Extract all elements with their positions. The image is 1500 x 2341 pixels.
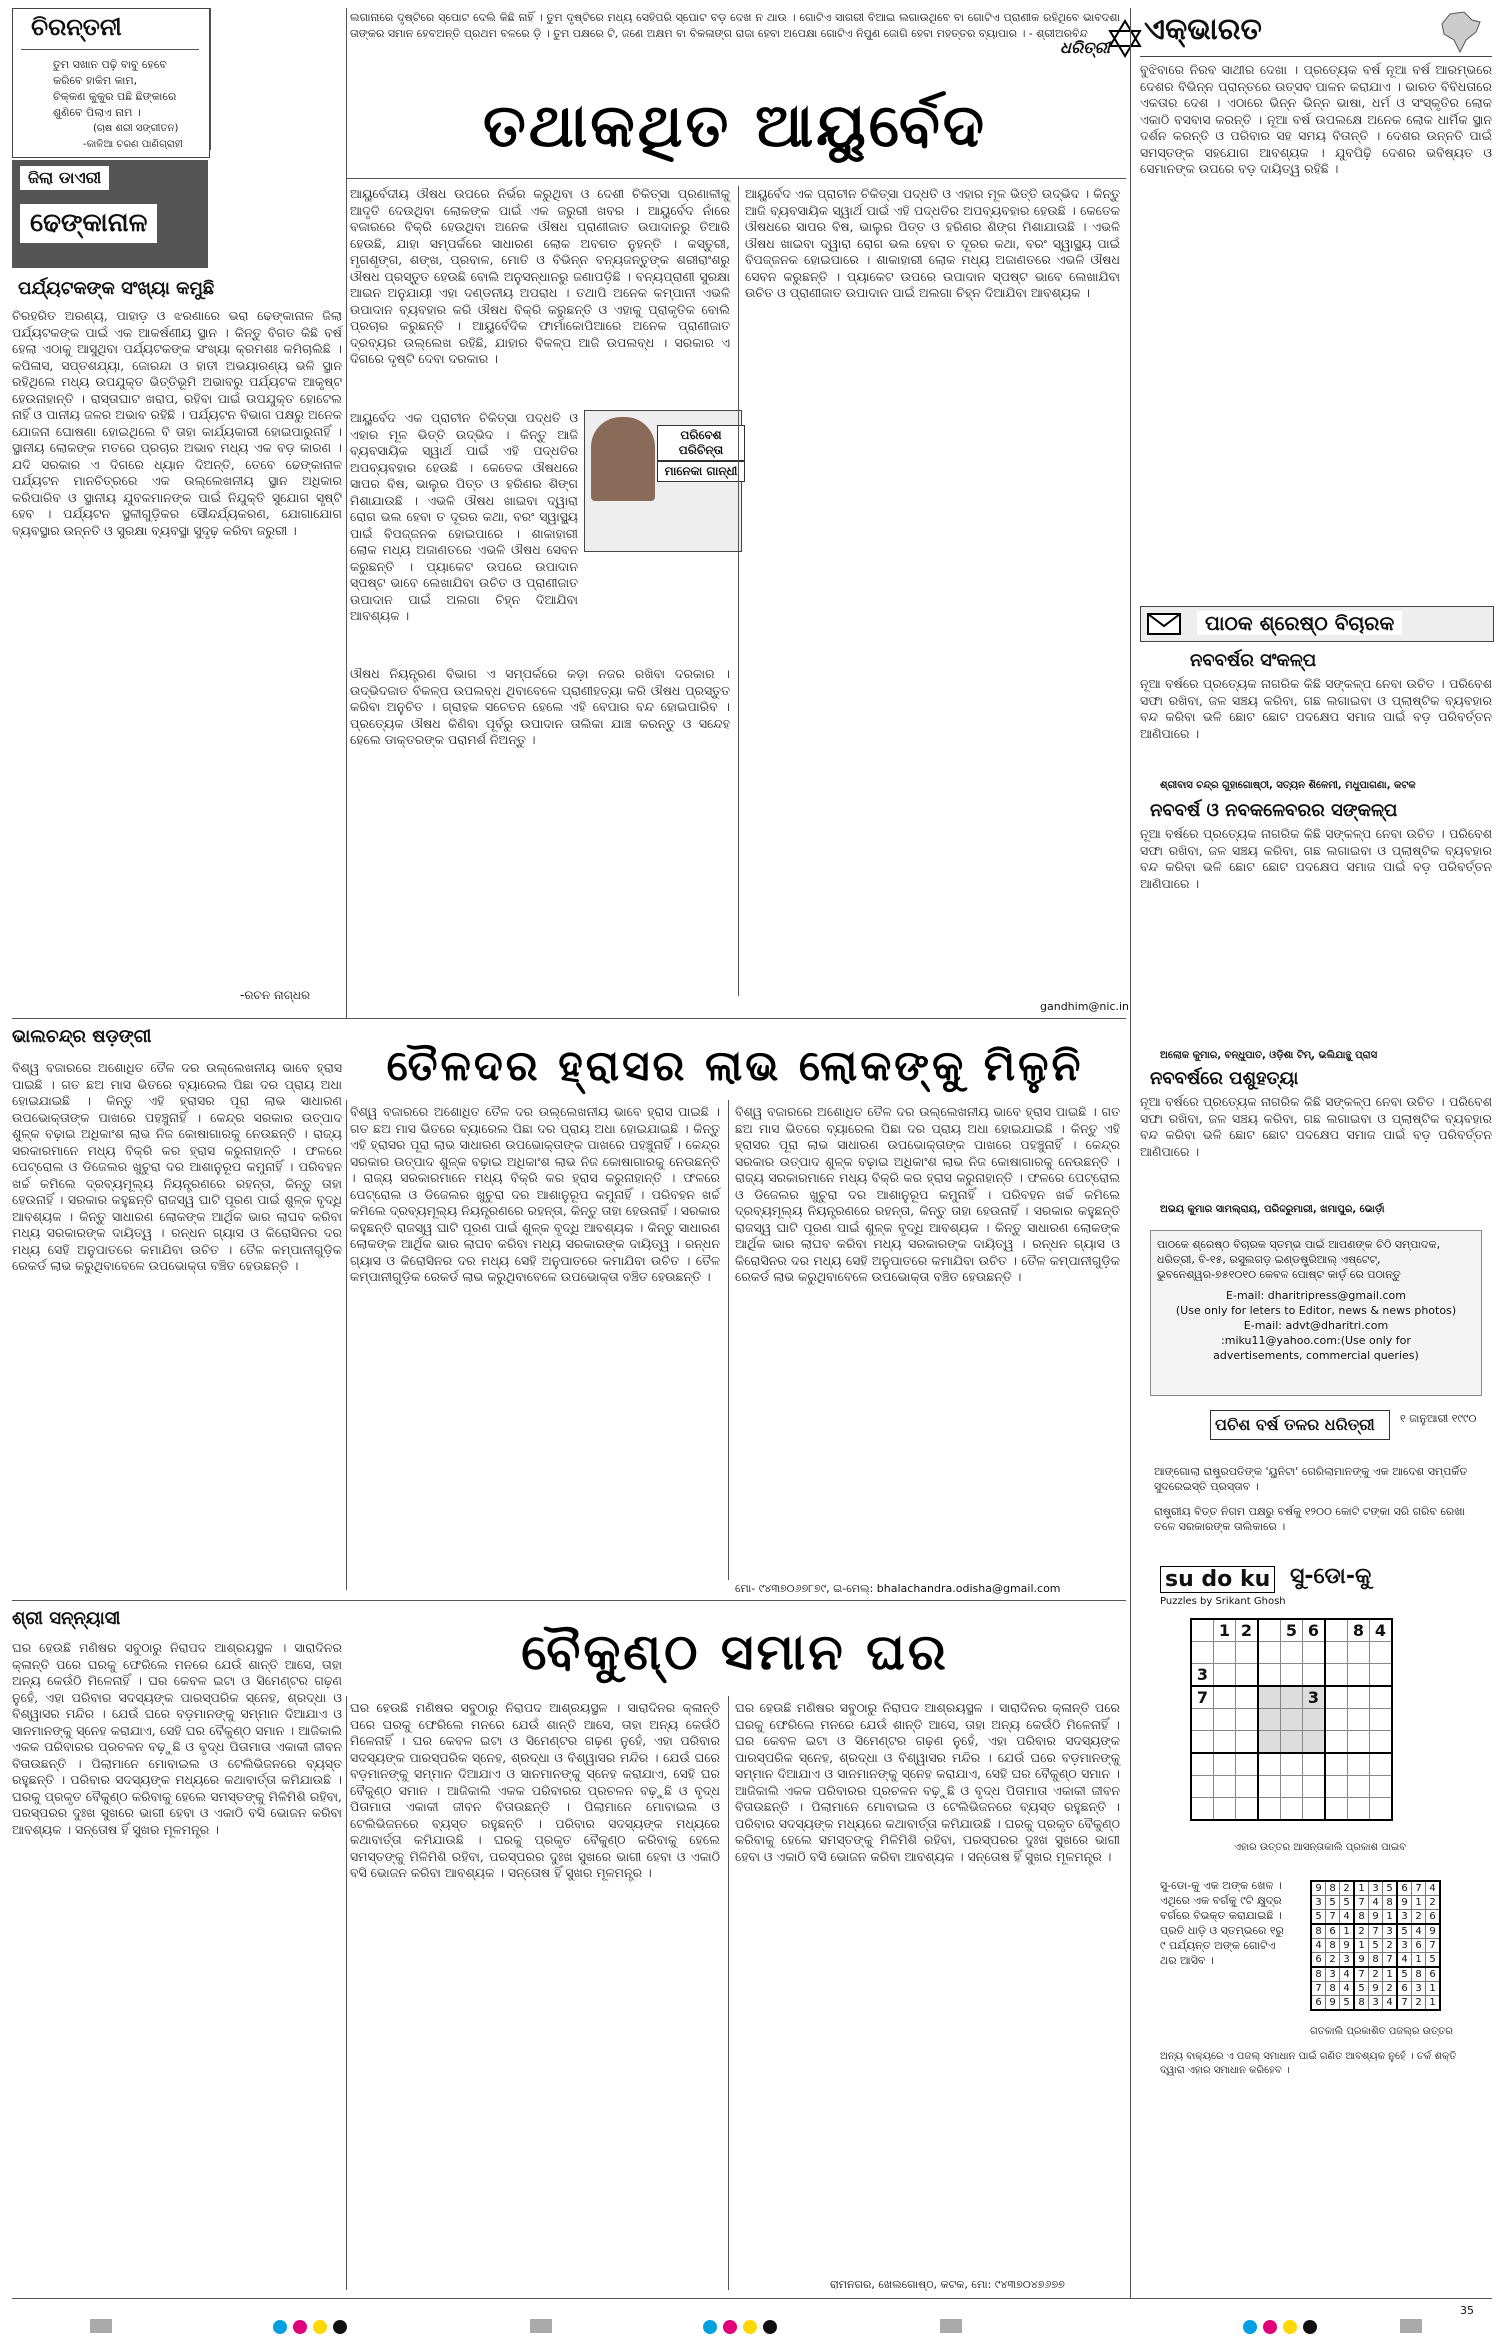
sudoku-cell[interactable]: [1325, 1798, 1348, 1821]
sudoku-cell[interactable]: [1325, 1753, 1348, 1776]
ayurveda-col-1: ଆୟୁର୍ବେଦୀୟ ଔଷଧ ଉପରେ ନିର୍ଭର କରୁଥିବା ଓ ଦେଶୀ ଚିକିତ୍ସା ପ୍ରଣାଳୀକୁ ଆଦୃତି ଦେଉଥିବା ଲୋକଙ୍କ ପାଇଁ ଏକ ଜରୁରୀ ଖବର । ଆୟୁର୍ବେଦ ନାଁରେ ବଜାରରେ ବିକ୍ରି ହେଉଥିବା ଅନେକ ଔଷଧ ପ୍ରାଣୀଜାତ ଉପାଦାନରୁ ତିଆରି ହେଉଛି, ଯାହା ସମ୍ପର୍କରେ ସାଧାରଣ ଲୋକ ଅବଗତ ନୁହନ୍ତି । କସ୍ତୁରୀ, ମୃଗଶୃଙ୍ଗ, ଶଙ୍ଖ, ପ୍ରବାଳ, ମୋତି ଓ ବିଭିନ୍ନ ବନ୍ୟଜନ୍ତୁଙ୍କ ଶରୀରାଂଶରୁ ଔଷଧ ପ୍ରସ୍ତୁତ ହେଉଛି ବୋଲି ଅନୁସନ୍ଧାନରୁ ଜଣାପଡ଼ିଛି । ବନ୍ୟପ୍ରାଣୀ ସୁରକ୍ଷା ଆଇନ ଅନୁଯାୟୀ ଏହା ଦଣ୍ଡନୀୟ ଅପରାଧ । ତଥାପି ଅନେକ କମ୍ପାନୀ ଏଭଳି ଉପାଦାନ ବ୍ୟବହାର କରି ଔଷଧ ବିକ୍ରି କରୁଛନ୍ତି ଓ ଏହାକୁ ପ୍ରାକୃତିକ ବୋଲି ପ୍ରଚାର କରୁଛନ୍ତି । ଆୟୁର୍ବେଦିକ ଫାର୍ମାକୋପିଆରେ ଅନେକ ପ୍ରାଣୀଜାତ ଦ୍ରବ୍ୟର ଉଲ୍ଲେଖ ରହିଛି, ଯାହାର ବିକଳ୍ପ ଆଜି ଉପଲବ୍ଧ । ସରକାର ଏ ଦିଗରେ ଦୃଷ୍ଟି ଦେବା ଦରକାର ।: [350, 186, 734, 366]
sudoku-cell-row: [1191, 1664, 1392, 1687]
chirantani-title: ଚିରନ୍ତନୀ: [31, 13, 122, 41]
sudoku-cell[interactable]: [1258, 1686, 1281, 1709]
columnist-email: gandhim@nic.in: [1040, 1000, 1130, 1013]
district-diary-banner: [12, 160, 208, 268]
sudoku-cell[interactable]: [1214, 1798, 1236, 1821]
solution-cell: 3: [1326, 1967, 1340, 1982]
solution-cell: 6: [1311, 1996, 1326, 2011]
sudoku-cell[interactable]: [1348, 1664, 1370, 1687]
solution-cell: 4: [1412, 1924, 1426, 1939]
home-col-1: ଘର ହେଉଛି ମଣିଷର ସବୁଠାରୁ ନିରାପଦ ଆଶ୍ରୟସ୍ଥଳ । ସାରାଦିନର କ୍ଳାନ୍ତି ପରେ ଘରକୁ ଫେରିଲେ ମନରେ ଯେଉଁ ଶାନ୍ତି ଆସେ, ତାହା ଅନ୍ୟ କେଉଁଠି ମିଳେନାହିଁ । ଘର କେବଳ ଇଟା ଓ ସିମେଣ୍ଟର ଗଢ଼ଣ ନୁହେଁ, ଏହା ପରିବାର ସଦସ୍ୟଙ୍କ ପାରସ୍ପରିକ ସ୍ନେହ, ଶ୍ରଦ୍ଧା ଓ ବିଶ୍ୱାସର ମନ୍ଦିର । ଯେଉଁ ଘରେ ବଡ଼ମାନଙ୍କୁ ସମ୍ମାନ ଦିଆଯାଏ ଓ ସାନମାନଙ୍କୁ ସ୍ନେହ କରାଯାଏ, ସେହି ଘର ବୈକୁଣ୍ଠ ସମାନ । ଆଜିକାଲି ଏକକ ପରିବାରର ପ୍ରଚଳନ ବଢ଼ୁଛି ଓ ବୃଦ୍ଧ ପିତାମାତା ଏକାକୀ ଜୀବନ ବିତାଉଛନ୍ତି । ପିଲାମାନେ ମୋବାଇଲ ଓ ଟେଲିଭିଜନରେ ବ୍ୟସ୍ତ ରହୁଛନ୍ତି । ପରିବାର ସଦସ୍ୟଙ୍କ ମଧ୍ୟରେ କଥାବାର୍ତ୍ତା କମିଯାଉଛି । ଘରକୁ ପ୍ରକୃତ ବୈକୁଣ୍ଠ କରିବାକୁ ହେଲେ ସମସ୍ତଙ୍କୁ ମିଳିମିଶି ରହିବା, ପରସ୍ପରର ଦୁଃଖ ସୁଖରେ ଭାଗୀ ହେବା ଓ ଏକାଠି ବସି ଭୋଜନ କରିବା ଆବଶ୍ୟକ । ସନ୍ତୋଷ ହିଁ ସୁଖର ମୂଳମନ୍ତ୍ର ।: [12, 1640, 346, 1837]
solution-cell: 1: [1340, 1924, 1355, 1939]
solution-cell: 3: [1369, 1996, 1383, 2011]
history-date: ୧ ଜାନୁଆରୀ ୧୯୯୦: [1400, 1412, 1477, 1425]
solution-cell: 8: [1369, 1953, 1383, 1968]
sudoku-cell[interactable]: 5: [1281, 1619, 1303, 1642]
solution-cell: 1: [1383, 1910, 1398, 1925]
solution-cell: 9: [1369, 1910, 1383, 1925]
solution-cell: 8: [1412, 1967, 1426, 1982]
district-article-body: ଚିରହରିତ ଅରଣ୍ୟ, ପାହାଡ଼ ଓ ଝରଣାରେ ଭରା ଢେଙ୍କାନାଳ ଜିଲା ପର୍ଯ୍ୟଟକଙ୍କ ପାଇଁ ଏକ ଆକର୍ଷଣୀୟ ସ୍ଥାନ । କିନ୍ତୁ ବିଗତ କିଛି ବର୍ଷ ହେଲା ଏଠାକୁ ଆସୁଥିବା ପର୍ଯ୍ୟଟକଙ୍କ ସଂଖ୍ୟା କ୍ରମଶଃ କମିଚାଲିଛି । କପିଳାସ, ସପ୍ତଶଯ୍ୟା, ଜୋରନ୍ଦା ଓ ହାତୀ ଅଭୟାରଣ୍ୟ ଭଳି ସ୍ଥାନ ରହିଥିଲେ ମଧ୍ୟ ଉପଯୁକ୍ତ ଭିତ୍ତିଭୂମି ଅଭାବରୁ ପର୍ଯ୍ୟଟକ ଆକୃଷ୍ଟ ହେଉନାହାନ୍ତି । ରାସ୍ତାଘାଟ ଖରାପ, ରହିବା ପାଇଁ ଉପଯୁକ୍ତ ହୋଟେଲ ନାହିଁ ଓ ପାନୀୟ ଜଳର ଅଭାବ ରହିଛି । ପର୍ଯ୍ୟଟନ ବିଭାଗ ପକ୍ଷରୁ ଅନେକ ଯୋଜନା ଘୋଷଣା ହୋଇଥିଲେ ବି ତାହା କାର୍ଯ୍ୟକାରୀ ହୋଇପାରୁନାହିଁ । ସ୍ଥାନୀୟ ଲୋକଙ୍କ ମତରେ ପ୍ରଚାର ଅଭାବ ମଧ୍ୟ ଏକ ବଡ଼ କାରଣ । ଯଦି ସରକାର ଏ ଦିଗରେ ଧ୍ୟାନ ଦିଅନ୍ତି, ତେବେ ଢେଙ୍କାନାଳ ପର୍ଯ୍ୟଟନ ମାନଚିତ୍ରରେ ଏକ ଉଲ୍ଲେଖନୀୟ ସ୍ଥାନ ଅଧିକାର କରିପାରିବ ଓ ସ୍ଥାନୀୟ ଯୁବକମାନଙ୍କ ପାଇଁ ନିଯୁକ୍ତି ସୁଯୋଗ ସୃଷ୍ଟି ହେବ । ପର୍ଯ୍ୟଟନ ସ୍ଥଳୀଗୁଡ଼ିକର ସୌନ୍ଦର୍ଯ୍ୟକରଣ, ଯୋଗାଯୋଗ ବ୍ୟବସ୍ଥାର ଉନ୍ନତି ଓ ସୁରକ୍ଷା ବ୍ୟବସ୍ଥା ସୁଦୃଢ଼ କରିବା ଜରୁରୀ ।: [12, 308, 346, 538]
sudoku-cell[interactable]: [1281, 1709, 1303, 1731]
sudoku-grid[interactable]: [1190, 1618, 1393, 1821]
sudoku-cell[interactable]: [1303, 1709, 1326, 1731]
solution-cell: 6: [1426, 1910, 1441, 1925]
solution-cell: 8: [1326, 1982, 1340, 1996]
oil-author: ଭାଲଚନ୍ଦ୍ର ଷଡ଼ଙ୍ଗୀ: [12, 1026, 152, 1047]
solution-cell: 7: [1354, 1967, 1369, 1982]
oil-contact: [735, 1582, 1061, 1596]
sudoku-cell[interactable]: [1236, 1686, 1259, 1709]
sudoku-cell-row: [1191, 1753, 1392, 1776]
solution-cell: 4: [1369, 1896, 1383, 1910]
sudoku-cell[interactable]: [1258, 1619, 1281, 1642]
solution-cell: 3: [1369, 1881, 1383, 1896]
contact-email[interactable]: E-mail: dharitripress@gmail.com: [1226, 1289, 1406, 1302]
solution-cell: 3: [1383, 1924, 1398, 1939]
sudoku-cell[interactable]: [1370, 1642, 1393, 1664]
solution-cell: 7: [1311, 1982, 1326, 1996]
top-quote: ଲଗାନାରେ ଦୃଷ୍ଟିରେ ସ୍ପୋଟ ଦେଲି କିଛି ନାହିଁ । ତୁମ ଦୃଷ୍ଟିରେ ମଧ୍ୟ ସେହିପରି ସ୍ପୋଟ ବଡ଼ ଦେଖ ନ ଥାଉ । ଗୋଟିଏ ସାଗରୀ ବିଆଇ ଲଗାଉଥିବେ ବା ଗୋଟିଏ ପ୍ରାଣୀକ ରହିଥିବେ ଭାବଦଶା ତାଙ୍କର ସମାନ ହେବଅନ୍ତି ପ୍ରଥମ ବଳରେ ଡ଼ି । ତୁମ ପକ୍ଷରେ ଟି, ଜଣେ ଅକ୍ଷମ ବା ବିକଳାଙ୍ଗ ରାଜା ହେବା ଅପେକ୍ଷା ଗୋଟିଏ ନିପୁଣ ଜୋଗି ହେବା ମହତ୍ତର ବ୍ୟାପାର । - ଶ୍ରୀଅରବିନ୍ଦ: [350, 11, 1120, 40]
letter1-body: ନୂଆ ବର୍ଷରେ ପ୍ରତ୍ୟେକ ନାଗରିକ କିଛି ସଙ୍କଳ୍ପ ନେବା ଉଚିତ । ପରିବେଶ ସଫା ରଖିବା, ଜଳ ସଞ୍ଚୟ କରିବା, ଗଛ ଲଗାଇବା ଓ ପ୍ଲାଷ୍ଟିକ ବ୍ୟବହାର ବନ୍ଦ କରିବା ଭଳି ଛୋଟ ଛୋଟ ପଦକ୍ଷେପ ସମାଜ ପାଇଁ ବଡ଼ ପରିବର୍ତ୍ତନ ଆଣିପାରେ ।: [1140, 676, 1496, 741]
sudoku-cell[interactable]: [1281, 1798, 1303, 1821]
solution-cell-row: [1311, 1910, 1440, 1925]
cyan-dot: [703, 2320, 717, 2334]
sudoku-cell[interactable]: [1214, 1709, 1236, 1731]
sudoku-cell[interactable]: [1348, 1709, 1370, 1731]
history-label: ପଚିଶ ବର୍ଷ ତଳର ଧରିତ୍ରୀ: [1210, 1410, 1390, 1440]
oil-col-2: ବିଶ୍ୱ ବଜାରରେ ଅଶୋଧିତ ତୈଳ ଦର ଉଲ୍ଲେଖନୀୟ ଭାବେ ହ୍ରାସ ପାଇଛି । ଗତ ଛଅ ମାସ ଭିତରେ ବ୍ୟାରେଲ ପିଛା ଦର ପ୍ରାୟ ଅଧା ହୋଇଯାଇଛି । କିନ୍ତୁ ଏହି ହ୍ରାସର ପୂରା ଲାଭ ସାଧାରଣ ଉପଭୋକ୍ତାଙ୍କ ପାଖରେ ପହଞ୍ଚୁନାହିଁ । କେନ୍ଦ୍ର ସରକାର ଉତ୍ପାଦ ଶୁଳ୍କ ବଢ଼ାଇ ଅଧିକାଂଶ ଲାଭ ନିଜ କୋଷାଗାରକୁ ନେଉଛନ୍ତି । ରାଜ୍ୟ ସରକାରମାନେ ମଧ୍ୟ ବିକ୍ରି କର ହ୍ରାସ କରୁନାହାନ୍ତି । ଫଳରେ ପେଟ୍ରୋଲ ଓ ଡିଜେଲର ଖୁଚୁରା ଦର ଆଶାନୁରୂପ କମୁନାହିଁ । ପରିବହନ ଖର୍ଚ୍ଚ କମିଲେ ଦ୍ରବ୍ୟମୂଲ୍ୟ ନିୟନ୍ତ୍ରଣରେ ରହନ୍ତା, କିନ୍ତୁ ତାହା ହେଉନାହିଁ । ସରକାର କହୁଛନ୍ତି ରାଜସ୍ୱ ଘାଟି ପୂରଣ ପାଇଁ ଶୁଳ୍କ ବୃଦ୍ଧି ଆବଶ୍ୟକ । କିନ୍ତୁ ସାଧାରଣ ଲୋକଙ୍କ ଆର୍ଥିକ ଭାର ଲାଘବ କରିବା ମଧ୍ୟ ସରକାରଙ୍କ ଦାୟିତ୍ୱ । ରନ୍ଧନ ଗ୍ୟାସ ଓ କିରୋସିନର ଦର ମଧ୍ୟ ସେହି ଅନୁପାତରେ କମାଯିବା ଉଚିତ । ତୈଳ କମ୍ପାନୀଗୁଡ଼ିକ ରେକର୍ଡ ଲାଭ କରୁଥିବାବେଳେ ଉପଭୋକ୍ତା ବଞ୍ଚିତ ହେଉଛନ୍ତି ।: [350, 1104, 724, 1284]
solution-cell: 5: [1426, 1953, 1441, 1968]
columnist-label: ପରିବେଶ ପରିଚିନ୍ତା: [657, 425, 745, 461]
home-headline: ବୈକୁଣ୍ଠ ସମାନ ଘର: [521, 1623, 949, 1681]
ekshabharat-header: [1140, 8, 1492, 57]
history-item-2: ରାଷ୍ଟ୍ରୀୟ ବିତ୍ତ ନିଗମ ପକ୍ଷରୁ ବର୍ଷକୁ ୧୨୦୦ କୋଟି ଟଙ୍କା ସରି ଗରିବ ରେଖା ତଳେ ସରକାରଙ୍କ ତାଲିକାରେ ।: [1154, 1505, 1465, 1533]
sudoku-cell[interactable]: [1303, 1731, 1326, 1754]
solution-cell: 8: [1326, 1939, 1340, 1953]
ayurveda-col-1b: ଆୟୁର୍ବେଦ ଏକ ପ୍ରାଚୀନ ଚିକିତ୍ସା ପଦ୍ଧତି ଓ ଏହାର ମୂଳ ଭିତ୍ତି ଉଦ୍ଭିଦ । କିନ୍ତୁ ଆଜି ବ୍ୟବସାୟିକ ସ୍ୱାର୍ଥ ପାଇଁ ଏହି ପଦ୍ଧତିର ଅପବ୍ୟବହାର ହେଉଛି । କେତେକ ଔଷଧରେ ସାପର ବିଷ, ଭାଲୁର ପିତ୍ତ ଓ ହରିଣର ଶିଙ୍ଗ ମିଶାଯାଉଛି । ଏଭଳି ଔଷଧ ଖାଇବା ଦ୍ୱାରା ରୋଗ ଭଲ ହେବା ତ ଦୂରର କଥା, ବରଂ ସ୍ୱାସ୍ଥ୍ୟ ପାଇଁ ବିପଜ୍ଜନକ ହୋଇପାରେ । ଶାକାହାରୀ ଲୋକ ମଧ୍ୟ ଅଜାଣତରେ ଏଭଳି ଔଷଧ ସେବନ କରୁଛନ୍ତି । ପ୍ୟାକେଟ ଉପରେ ଉପାଦାନ ସ୍ପଷ୍ଟ ଭାବେ ଲେଖାଯିବା ଉଚିତ ଓ ପ୍ରାଣୀଜାତ ଉପାଦାନ ପାଇଁ ଅଲଗା ଚିହ୍ନ ଦିଆଯିବା ଆବଶ୍ୟକ ।: [350, 410, 582, 623]
solution-cell: 5: [1397, 1924, 1412, 1939]
sudoku-cell[interactable]: [1370, 1686, 1393, 1709]
oil-col-3: ବିଶ୍ୱ ବଜାରରେ ଅଶୋଧିତ ତୈଳ ଦର ଉଲ୍ଲେଖନୀୟ ଭାବେ ହ୍ରାସ ପାଇଛି । ଗତ ଛଅ ମାସ ଭିତରେ ବ୍ୟାରେଲ ପିଛା ଦର ପ୍ରାୟ ଅଧା ହୋଇଯାଇଛି । କିନ୍ତୁ ଏହି ହ୍ରାସର ପୂରା ଲାଭ ସାଧାରଣ ଉପଭୋକ୍ତାଙ୍କ ପାଖରେ ପହଞ୍ଚୁନାହିଁ । କେନ୍ଦ୍ର ସରକାର ଉତ୍ପାଦ ଶୁଳ୍କ ବଢ଼ାଇ ଅଧିକାଂଶ ଲାଭ ନିଜ କୋଷାଗାରକୁ ନେଉଛନ୍ତି । ରାଜ୍ୟ ସରକାରମାନେ ମଧ୍ୟ ବିକ୍ରି କର ହ୍ରାସ କରୁନାହାନ୍ତି । ଫଳରେ ପେଟ୍ରୋଲ ଓ ଡିଜେଲର ଖୁଚୁରା ଦର ଆଶାନୁରୂପ କମୁନାହିଁ । ପରିବହନ ଖର୍ଚ୍ଚ କମିଲେ ଦ୍ରବ୍ୟମୂଲ୍ୟ ନିୟନ୍ତ୍ରଣରେ ରହନ୍ତା, କିନ୍ତୁ ତାହା ହେଉନାହିଁ । ସରକାର କହୁଛନ୍ତି ରାଜସ୍ୱ ଘାଟି ପୂରଣ ପାଇଁ ଶୁଳ୍କ ବୃଦ୍ଧି ଆବଶ୍ୟକ । କିନ୍ତୁ ସାଧାରଣ ଲୋକଙ୍କ ଆର୍ଥିକ ଭାର ଲାଘବ କରିବା ମଧ୍ୟ ସରକାରଙ୍କ ଦାୟିତ୍ୱ । ରନ୍ଧନ ଗ୍ୟାସ ଓ କିରୋସିନର ଦର ମଧ୍ୟ ସେହି ଅନୁପାତରେ କମାଯିବା ଉଚିତ । ତୈଳ କମ୍ପାନୀଗୁଡ଼ିକ ରେକର୍ଡ ଲାଭ କରୁଥିବାବେଳେ ଉପଭୋକ୍ତା ବଞ୍ଚିତ ହେଉଛନ୍ତି ।: [735, 1104, 1124, 1284]
solution-cell: 2: [1412, 1996, 1426, 2011]
yellow-dot: [313, 2320, 327, 2334]
sudoku-cell[interactable]: 8: [1348, 1619, 1370, 1642]
solution-cell: 2: [1383, 1939, 1398, 1953]
sudoku-cell[interactable]: [1303, 1776, 1326, 1798]
sudoku-cell[interactable]: [1370, 1798, 1393, 1821]
sudoku-cell[interactable]: [1258, 1731, 1281, 1754]
solution-cell: 7: [1412, 1881, 1426, 1896]
home-byline: ରାମନଗର, ଖେଲଗୋଷ୍ଠ, କଟକ, ମୋ: ୯୪୩୭୦୪୭୬୭୭: [830, 2278, 1065, 2291]
solution-cell: 7: [1426, 1939, 1441, 1953]
solution-cell: 4: [1397, 1953, 1412, 1968]
district-headline: ପର୍ଯ୍ୟଟକଙ୍କ ସଂଖ୍ୟା କମୁଛି: [18, 278, 215, 299]
sudoku-cell[interactable]: [1258, 1798, 1281, 1821]
sudoku-cell[interactable]: [1191, 1798, 1214, 1821]
sudoku-solution-grid: [1310, 1880, 1441, 2011]
sudoku-cell[interactable]: [1214, 1731, 1236, 1754]
district-diary-kicker: ଜିଲା ଡାଏରୀ: [20, 166, 109, 190]
letter2-body: ନୂଆ ବର୍ଷରେ ପ୍ରତ୍ୟେକ ନାଗରିକ କିଛି ସଙ୍କଳ୍ପ ନେବା ଉଚିତ । ପରିବେଶ ସଫା ରଖିବା, ଜଳ ସଞ୍ଚୟ କରିବା, ଗଛ ଲଗାଇବା ଓ ପ୍ଲାଷ୍ଟିକ ବ୍ୟବହାର ବନ୍ଦ କରିବା ଭଳି ଛୋଟ ଛୋଟ ପଦକ୍ଷେପ ସମାଜ ପାଇଁ ବଡ଼ ପରିବର୍ତ୍ତନ ଆଣିପାରେ ।: [1140, 826, 1496, 891]
oil-contact-email: bhalachandra.odisha@gmail.com: [876, 1582, 1061, 1595]
envelope-icon: [1147, 611, 1181, 637]
sudoku-cell[interactable]: [1236, 1776, 1259, 1798]
solution-cell: 1: [1412, 1953, 1426, 1968]
sudoku-cell[interactable]: [1214, 1686, 1236, 1709]
solution-cell: 3: [1340, 1953, 1355, 1968]
solution-cell: 1: [1354, 1881, 1369, 1896]
sudoku-cell-row: [1191, 1776, 1392, 1798]
solution-cell-row: [1311, 1939, 1440, 1953]
solution-cell: 4: [1340, 1967, 1355, 1982]
yellow-dot: [1283, 2320, 1297, 2334]
chirantani-box: [12, 8, 210, 158]
solution-cell: 7: [1326, 1910, 1340, 1925]
sudoku-cell[interactable]: [1281, 1731, 1303, 1754]
sudoku-cell[interactable]: [1258, 1642, 1281, 1664]
solution-cell: 1: [1426, 1996, 1441, 2011]
solution-cell: 6: [1326, 1924, 1340, 1939]
sudoku-cell[interactable]: [1281, 1753, 1303, 1776]
solution-cell: 5: [1397, 1967, 1412, 1982]
letter1-title: ନବବର୍ଷର ସଂକଳ୍ପ: [1190, 650, 1317, 671]
solution-cell-row: [1311, 1996, 1440, 2011]
sudoku-cell[interactable]: 7: [1191, 1686, 1214, 1709]
sudoku-cell[interactable]: [1236, 1753, 1259, 1776]
sudoku-footer: ଅନ୍ୟ ବାକ୍ୟରେ ଏ ପଜଲ୍ ସମାଧାନ ପାଇଁ ଗଣିତ ଆବଶ୍ୟକ ନୁହେଁ । ତର୍କ ଶକ୍ତି ଦ୍ୱାରା ଏହାର ସମାଧାନ କରିହେବ ।: [1160, 2051, 1457, 2076]
sudoku-cell[interactable]: [1191, 1731, 1214, 1754]
sudoku-cell[interactable]: 6: [1303, 1619, 1326, 1642]
solution-cell: 8: [1354, 1996, 1369, 2011]
solution-cell: 1: [1412, 1896, 1426, 1910]
sudoku-cell[interactable]: [1258, 1709, 1281, 1731]
oil-contact-label: ମୋ- ୯୪୩୭୦୬୭୮୭୯, ଇ-ମେଲ୍:: [735, 1582, 874, 1595]
letter3-sign: ଅଭୟ କୁମାର ସାମଲ୍ରାୟ, ପରିଦ୍ଦରୁମାରୀ, ଖମାପୁର, ଭୋର୍ଡ଼ା: [1160, 1204, 1385, 1215]
sudoku-cell[interactable]: [1303, 1642, 1326, 1664]
solution-cell: 2: [1326, 1953, 1340, 1968]
ekshabharat-title: ଏକ୍‌ଭାରତ: [1144, 12, 1262, 47]
sudoku-cell[interactable]: [1191, 1642, 1214, 1664]
sudoku-cell[interactable]: [1236, 1709, 1259, 1731]
chirantani-poem: ତୁମ ସଖାନ ପଢ଼ି ବାବୁ ହେବେ କରିବେ ହାକିମ କାମ, ଚିକ୍କଣ କୁକୁର ପଛି ଛିଙ୍କାରେ ଶୁଣିବେ ପିଲାଏ ନାମ ।: [53, 58, 177, 119]
color-dots-3: [1240, 2319, 1320, 2338]
yellow-dot: [743, 2320, 757, 2334]
solution-cell: 6: [1311, 1953, 1326, 1968]
letter1-sign: ଶ୍ରୀବାସ ଚନ୍ଦ୍ର ଗୁହାଗୋଷ୍ଠୀ, ସତ୍ୟନ ଶିଳେମୀ, ମଧୁପାଗଣା, କଟକ: [1160, 780, 1416, 791]
sudoku-cell-row: [1191, 1798, 1392, 1821]
solution-cell: 2: [1369, 1967, 1383, 1982]
solution-cell: 2: [1412, 1910, 1426, 1925]
solution-cell: 7: [1383, 1953, 1398, 1968]
solution-cell: 1: [1426, 1982, 1441, 1996]
readers-banner: [1140, 606, 1494, 642]
magenta-dot: [293, 2320, 307, 2334]
grey-bar-marker: [1400, 2319, 1422, 2333]
solution-cell: 1: [1354, 1939, 1369, 1953]
sudoku-cell-row: [1191, 1619, 1392, 1642]
solution-cell: 8: [1354, 1910, 1369, 1925]
sudoku-cell[interactable]: [1348, 1731, 1370, 1754]
sudoku-cell-row: [1191, 1642, 1392, 1664]
district-byline: -ରଚନ ନାଗ୍ଧର: [240, 988, 311, 1002]
solution-cell: 2: [1340, 1881, 1355, 1896]
solution-cell: 9: [1340, 1939, 1355, 1953]
sudoku-cell[interactable]: [1348, 1753, 1370, 1776]
chirantani-author: -କାଳିଆ ଚରଣ ପାଣିଗ୍ରାହୀ: [83, 139, 183, 150]
sudoku-answer-label: ଏହାର ଉତ୍ତର ଆସନ୍ତାକାଲି ପ୍ରକାଶ ପାଇବ: [1233, 1842, 1407, 1853]
black-dot: [763, 2320, 777, 2334]
solution-cell: 2: [1383, 1982, 1398, 1996]
history-box: [1140, 1402, 1492, 1542]
sudoku-cell[interactable]: [1348, 1642, 1370, 1664]
solution-cell: 5: [1311, 1910, 1326, 1925]
contact-email-note: (Use only for leters to Editor, news & news photos): [1175, 1304, 1457, 1317]
sudoku-title-en: su do ku: [1160, 1566, 1275, 1593]
sudoku-cell[interactable]: 1: [1214, 1619, 1236, 1642]
ayurveda-col-1c: ଔଷଧ ନିୟନ୍ତ୍ରଣ ବିଭାଗ ଏ ସମ୍ପର୍କରେ କଡ଼ା ନଜର ରଖିବା ଦରକାର । ଉଦ୍ଭିଦଜାତ ବିକଳ୍ପ ଉପଲବ୍ଧ ଥିବାବେଳେ ପ୍ରାଣୀହତ୍ୟା କରି ଔଷଧ ପ୍ରସ୍ତୁତ କରିବା ଅନୁଚିତ । ଗ୍ରାହକ ସଚେତନ ହେଲେ ଏହି ବେପାର ବନ୍ଦ ହୋଇପାରିବ । ପ୍ରତ୍ୟେକ ଔଷଧ କିଣିବା ପୂର୍ବରୁ ଉପାଦାନ ତାଲିକା ଯାଞ୍ଚ କରନ୍ତୁ ଓ ସନ୍ଦେହ ହେଲେ ଡାକ୍ତରଙ୍କ ପରାମର୍ଶ ନିଅନ୍ତୁ ।: [350, 666, 734, 747]
sudoku-cell[interactable]: [1191, 1753, 1214, 1776]
sudoku-cell[interactable]: [1348, 1776, 1370, 1798]
sudoku-cell[interactable]: [1348, 1686, 1370, 1709]
sudoku-cell[interactable]: [1258, 1753, 1281, 1776]
sudoku-cell[interactable]: [1281, 1642, 1303, 1664]
solution-cell: 3: [1397, 1910, 1412, 1925]
solution-cell: 8: [1383, 1896, 1398, 1910]
sudoku-cell[interactable]: [1370, 1664, 1393, 1687]
sudoku-cell[interactable]: [1281, 1664, 1303, 1687]
solution-cell: 6: [1397, 1881, 1412, 1896]
cyan-dot: [273, 2320, 287, 2334]
sudoku-cell[interactable]: [1325, 1619, 1348, 1642]
grey-bar-marker: [940, 2319, 962, 2333]
sudoku-title-or: ସୁ-ଡୋ-କୁ: [1290, 1564, 1372, 1589]
sudoku-cell[interactable]: [1325, 1731, 1348, 1754]
oil-headline: ତୈଳଦର ହ୍ରାସର ଲାଭ ଲୋକଙ୍କୁ ମିଳୁନି: [386, 1041, 1084, 1090]
sudoku-cell[interactable]: [1214, 1642, 1236, 1664]
letter2-title: ନବବର୍ଷ ଓ ନବକଳେବରର ସଙ୍କଳ୍ପ: [1150, 800, 1398, 821]
solution-cell-row: [1311, 1982, 1440, 1996]
sudoku-cell[interactable]: [1236, 1642, 1259, 1664]
solution-cell: 1: [1383, 1967, 1398, 1982]
solution-cell: 4: [1383, 1996, 1398, 2011]
sudoku-credit: Puzzles by Srikant Ghosh: [1160, 1596, 1286, 1607]
district-diary-district: ଢେଙ୍କାନାଳ: [20, 204, 157, 243]
magenta-dot: [1263, 2320, 1277, 2334]
solution-cell-row: [1311, 1896, 1440, 1910]
color-dots-1: [270, 2319, 350, 2338]
sudoku-cell[interactable]: [1303, 1664, 1326, 1687]
black-dot: [1303, 2320, 1317, 2334]
home-col-2: ଘର ହେଉଛି ମଣିଷର ସବୁଠାରୁ ନିରାପଦ ଆଶ୍ରୟସ୍ଥଳ । ସାରାଦିନର କ୍ଳାନ୍ତି ପରେ ଘରକୁ ଫେରିଲେ ମନରେ ଯେଉଁ ଶାନ୍ତି ଆସେ, ତାହା ଅନ୍ୟ କେଉଁଠି ମିଳେନାହିଁ । ଘର କେବଳ ଇଟା ଓ ସିମେଣ୍ଟର ଗଢ଼ଣ ନୁହେଁ, ଏହା ପରିବାର ସଦସ୍ୟଙ୍କ ପାରସ୍ପରିକ ସ୍ନେହ, ଶ୍ରଦ୍ଧା ଓ ବିଶ୍ୱାସର ମନ୍ଦିର । ଯେଉଁ ଘରେ ବଡ଼ମାନଙ୍କୁ ସମ୍ମାନ ଦିଆଯାଏ ଓ ସାନମାନଙ୍କୁ ସ୍ନେହ କରାଯାଏ, ସେହି ଘର ବୈକୁଣ୍ଠ ସମାନ । ଆଜିକାଲି ଏକକ ପରିବାରର ପ୍ରଚଳନ ବଢ଼ୁଛି ଓ ବୃଦ୍ଧ ପିତାମାତା ଏକାକୀ ଜୀବନ ବିତାଉଛନ୍ତି । ପିଲାମାନେ ମୋବାଇଲ ଓ ଟେଲିଭିଜନରେ ବ୍ୟସ୍ତ ରହୁଛନ୍ତି । ପରିବାର ସଦସ୍ୟଙ୍କ ମଧ୍ୟରେ କଥାବାର୍ତ୍ତା କମିଯାଉଛି । ଘରକୁ ପ୍ରକୃତ ବୈକୁଣ୍ଠ କରିବାକୁ ହେଲେ ସମସ୍ତଙ୍କୁ ମିଳିମିଶି ରହିବା, ପରସ୍ପରର ଦୁଃଖ ସୁଖରେ ଭାଗୀ ହେବା ଓ ଏକାଠି ବସି ଭୋଜନ କରିବା ଆବଶ୍ୟକ । ସନ୍ତୋଷ ହିଁ ସୁଖର ମୂଳମନ୍ତ୍ର ।: [350, 1700, 724, 1880]
solution-cell-row: [1311, 1953, 1440, 1968]
sudoku-cell[interactable]: 3: [1303, 1686, 1326, 1709]
home-author: ଶ୍ରୀ ସନ୍ନ୍ୟାସୀ: [12, 1608, 121, 1629]
solution-cell: 5: [1340, 1996, 1355, 2011]
sudoku-cell[interactable]: [1214, 1753, 1236, 1776]
contact-intro: ପାଠକେ ଶ୍ରେଷ୍ଠ ବିଚାରକ ସ୍ତମ୍ଭ ପାଇଁ ଆପଣଙ୍କ ଚିଠି ସମ୍ପାଦକ, ଧରିତ୍ରୀ, ବି-୧୫, ରସୁଲଗଡ଼ ଇଣ୍ଡଷ୍ଟ୍ରିଆଲ୍ ଏଷ୍ଟେଟ୍, ଭୁବନେଶ୍ୱର-୭୫୧୦୧୦ କେବଳ ପୋଷ୍ଟ କାର୍ଡ଼ ରେ ପଠାନ୍ତୁ: [1157, 1238, 1441, 1281]
solution-cell: 2: [1354, 1924, 1369, 1939]
solution-cell: 3: [1397, 1939, 1412, 1953]
sudoku-cell[interactable]: [1370, 1731, 1393, 1754]
grey-bar-marker: [90, 2319, 112, 2333]
contact-yahoo-note: advertisements, commercial queries): [1213, 1349, 1419, 1362]
sudoku-cell[interactable]: [1236, 1664, 1259, 1687]
solution-cell: 7: [1354, 1896, 1369, 1910]
sudoku-cell[interactable]: [1348, 1798, 1370, 1821]
sudoku-cell-row: [1191, 1709, 1392, 1731]
solution-cell: 9: [1354, 1953, 1369, 1968]
chirantani-source: (ଚାଷ ଶରୀ ସଙ୍ଗୀତନ): [93, 123, 179, 134]
sudoku-cell[interactable]: [1370, 1776, 1393, 1798]
ayurveda-col-2: ଆୟୁର୍ବେଦ ଏକ ପ୍ରାଚୀନ ଚିକିତ୍ସା ପଦ୍ଧତି ଓ ଏହାର ମୂଳ ଭିତ୍ତି ଉଦ୍ଭିଦ । କିନ୍ତୁ ଆଜି ବ୍ୟବସାୟିକ ସ୍ୱାର୍ଥ ପାଇଁ ଏହି ପଦ୍ଧତିର ଅପବ୍ୟବହାର ହେଉଛି । କେତେକ ଔଷଧରେ ସାପର ବିଷ, ଭାଲୁର ପିତ୍ତ ଓ ହରିଣର ଶିଙ୍ଗ ମିଶାଯାଉଛି । ଏଭଳି ଔଷଧ ଖାଇବା ଦ୍ୱାରା ରୋଗ ଭଲ ହେବା ତ ଦୂରର କଥା, ବରଂ ସ୍ୱାସ୍ଥ୍ୟ ପାଇଁ ବିପଜ୍ଜନକ ହୋଇପାରେ । ଶାକାହାରୀ ଲୋକ ମଧ୍ୟ ଅଜାଣତରେ ଏଭଳି ଔଷଧ ସେବନ କରୁଛନ୍ତି । ପ୍ୟାକେଟ ଉପରେ ଉପାଦାନ ସ୍ପଷ୍ଟ ଭାବେ ଲେଖାଯିବା ଉଚିତ ଓ ପ୍ରାଣୀଜାତ ଉପାଦାନ ପାଇଁ ଅଲଗା ଚିହ୍ନ ଦିଆଯିବା ଆବଶ୍ୟକ ।: [745, 186, 1124, 300]
home-col-3: ଘର ହେଉଛି ମଣିଷର ସବୁଠାରୁ ନିରାପଦ ଆଶ୍ରୟସ୍ଥଳ । ସାରାଦିନର କ୍ଳାନ୍ତି ପରେ ଘରକୁ ଫେରିଲେ ମନରେ ଯେଉଁ ଶାନ୍ତି ଆସେ, ତାହା ଅନ୍ୟ କେଉଁଠି ମିଳେନାହିଁ । ଘର କେବଳ ଇଟା ଓ ସିମେଣ୍ଟର ଗଢ଼ଣ ନୁହେଁ, ଏହା ପରିବାର ସଦସ୍ୟଙ୍କ ପାରସ୍ପରିକ ସ୍ନେହ, ଶ୍ରଦ୍ଧା ଓ ବିଶ୍ୱାସର ମନ୍ଦିର । ଯେଉଁ ଘରେ ବଡ଼ମାନଙ୍କୁ ସମ୍ମାନ ଦିଆଯାଏ ଓ ସାନମାନଙ୍କୁ ସ୍ନେହ କରାଯାଏ, ସେହି ଘର ବୈକୁଣ୍ଠ ସମାନ । ଆଜିକାଲି ଏକକ ପରିବାରର ପ୍ରଚଳନ ବଢ଼ୁଛି ଓ ବୃଦ୍ଧ ପିତାମାତା ଏକାକୀ ଜୀବନ ବିତାଉଛନ୍ତି । ପିଲାମାନେ ମୋବାଇଲ ଓ ଟେଲିଭିଜନରେ ବ୍ୟସ୍ତ ରହୁଛନ୍ତି । ପରିବାର ସଦସ୍ୟଙ୍କ ମଧ୍ୟରେ କଥାବାର୍ତ୍ତା କମିଯାଉଛି । ଘରକୁ ପ୍ରକୃତ ବୈକୁଣ୍ଠ କରିବାକୁ ହେଲେ ସମସ୍ତଙ୍କୁ ମିଳିମିଶି ରହିବା, ପରସ୍ପରର ଦୁଃଖ ସୁଖରେ ଭାଗୀ ହେବା ଓ ଏକାଠି ବସି ଭୋଜନ କରିବା ଆବଶ୍ୟକ । ସନ୍ତୋଷ ହିଁ ସୁଖର ମୂଳମନ୍ତ୍ର ।: [735, 1700, 1124, 1864]
sudoku-cell[interactable]: [1258, 1664, 1281, 1687]
solution-cell: 7: [1369, 1924, 1383, 1939]
sudoku-cell[interactable]: [1370, 1709, 1393, 1731]
solution-cell: 4: [1311, 1939, 1326, 1953]
solution-cell: 5: [1340, 1896, 1355, 1910]
solution-cell: 3: [1311, 1896, 1326, 1910]
ekshabharat-body: ବୁଝିବାରେ ନିରବ ସାଥୀର ଦେଖା । ପ୍ରତ୍ୟେକ ବର୍ଷ ନୂଆ ବର୍ଷ ଆରମ୍ଭରେ ଦେଶର ବିଭିନ୍ନ ପ୍ରାନ୍ତରେ ଉତ୍ସବ ପାଳନ କରାଯାଏ । ଭାରତ ବିବିଧତାରେ ଏକତାର ଦେଶ । ଏଠାରେ ଭିନ୍ନ ଭିନ୍ନ ଭାଷା, ଧର୍ମ ଓ ସଂସ୍କୃତିର ଲୋକ ଏକାଠି ବସବାସ କରନ୍ତି । ନୂଆ ବର୍ଷ ଉପଲକ୍ଷେ ଅନେକ ଲୋକ ଧାର୍ମିକ ସ୍ଥାନ ଦର୍ଶନ କରନ୍ତି ଓ ପରିବାର ସହ ସମୟ ବିତାନ୍ତି । ଦେଶର ଉନ୍ନତି ପାଇଁ ସମସ୍ତଙ୍କ ସହଯୋଗ ଆବଶ୍ୟକ । ଯୁବପିଢ଼ି ଦେଶର ଭବିଷ୍ୟତ ଓ ସେମାନଙ୍କ ଉପରେ ବଡ଼ ଦାୟିତ୍ୱ ରହିଛି ।: [1140, 62, 1496, 176]
sudoku-cell[interactable]: [1281, 1686, 1303, 1709]
sudoku-cell[interactable]: [1325, 1642, 1348, 1664]
sudoku-cell[interactable]: [1281, 1776, 1303, 1798]
sudoku-instructions: ସୁ-ଡୋ-କୁ ଏକ ଅଙ୍କ ଖେଳ । ଏଥିରେ ଏକ ବର୍ଗକୁ ୯ଟି କ୍ଷୁଦ୍ର ବର୍ଗରେ ବିଭକ୍ତ କରାଯାଇଛି । ପ୍ରତି ଧାଡ଼ି ଓ ସ୍ତମ୍ଭରେ ୧ରୁ ୯ ପର୍ଯ୍ୟନ୍ତ ଅଙ୍କ ଗୋଟିଏ ଥର ଆସିବ ।: [1160, 1879, 1284, 1967]
sudoku-cell[interactable]: [1214, 1776, 1236, 1798]
contact-yahoo-email[interactable]: :miku11@yahoo.com:(Use only for: [1221, 1334, 1411, 1347]
sudoku-cell[interactable]: [1191, 1776, 1214, 1798]
solution-cell: 9: [1397, 1896, 1412, 1910]
solution-cell: 9: [1369, 1982, 1383, 1996]
letter2-sign: ଅଲୋକ କୁମାର, ବନ୍ଧୁପାତ, ଓଡ଼ିଶା ଟିମ୍, ଭଲିଯାନ୍ଥୁ ପ୍ରାସ: [1160, 1050, 1378, 1061]
sudoku-cell[interactable]: [1191, 1619, 1214, 1642]
color-dots-2: [700, 2319, 780, 2338]
solution-cell: 8: [1326, 1881, 1340, 1896]
solution-cell: 8: [1311, 1924, 1326, 1939]
letter3-body: ନୂଆ ବର୍ଷରେ ପ୍ରତ୍ୟେକ ନାଗରିକ କିଛି ସଙ୍କଳ୍ପ ନେବା ଉଚିତ । ପରିବେଶ ସଫା ରଖିବା, ଜଳ ସଞ୍ଚୟ କରିବା, ଗଛ ଲଗାଇବା ଓ ପ୍ଲାଷ୍ଟିକ ବ୍ୟବହାର ବନ୍ଦ କରିବା ଭଳି ଛୋଟ ଛୋଟ ପଦକ୍ଷେପ ସମାଜ ପାଇଁ ବଡ଼ ପରିବର୍ତ୍ତନ ଆଣିପାରେ ।: [1140, 1094, 1496, 1159]
dharitri-logo: [1060, 16, 1150, 76]
sudoku-cell[interactable]: [1214, 1664, 1236, 1687]
sudoku-cell[interactable]: [1370, 1753, 1393, 1776]
solution-cell: 5: [1326, 1896, 1340, 1910]
sudoku-cell[interactable]: 4: [1370, 1619, 1393, 1642]
solution-cell: 3: [1412, 1982, 1426, 1996]
sudoku-cell-row: [1191, 1686, 1392, 1709]
columnist-name: ମାନେକା ଗାନ୍ଧୀ: [657, 461, 745, 482]
solution-cell: 7: [1397, 1996, 1412, 2011]
sudoku-cell[interactable]: [1258, 1776, 1281, 1798]
solution-cell: 6: [1426, 1967, 1441, 1982]
sudoku-yesterday-label: ଗତକାଲି ପ୍ରକାଶିତ ପଜଲ୍‌ର ଉତ୍ତର: [1310, 2026, 1453, 2037]
history-item-1: ଆଙ୍ଗୋଲା ରାଷ୍ଟ୍ରପତିଙ୍କ 'ୟୁନିଟା' ଗେରିଲାମାନଙ୍କୁ ଏକ ଆଦେଶ ସମ୍ପର୍କିତ ସୁଦରେଇସ୍ତି ପ୍ରସ୍ତାବ ।: [1154, 1465, 1468, 1493]
solution-cell: 5: [1354, 1982, 1369, 1996]
sudoku-cell[interactable]: [1236, 1798, 1259, 1821]
solution-cell: 2: [1426, 1896, 1441, 1910]
solution-cell: 5: [1369, 1939, 1383, 1953]
sudoku-cell[interactable]: [1191, 1709, 1214, 1731]
sudoku-cell[interactable]: [1325, 1776, 1348, 1798]
letter3-title: ନବବର୍ଷରେ ପଶୁହତ୍ୟା: [1150, 1068, 1299, 1089]
logo-name: ଧରିତ୍ରୀ: [1060, 38, 1110, 57]
sudoku-cell[interactable]: [1325, 1664, 1348, 1687]
sudoku-box: [1160, 1560, 1480, 2290]
black-dot: [333, 2320, 347, 2334]
sudoku-cell[interactable]: [1303, 1798, 1326, 1821]
cyan-dot: [1243, 2320, 1257, 2334]
sudoku-cell[interactable]: [1325, 1709, 1348, 1731]
solution-cell: 6: [1397, 1982, 1412, 1996]
solution-cell: 5: [1383, 1881, 1398, 1896]
page-number: 35: [1460, 2304, 1474, 2317]
contact-box: [1150, 1230, 1482, 1396]
solution-cell: 8: [1311, 1967, 1326, 1982]
sudoku-cell[interactable]: [1236, 1731, 1259, 1754]
solution-cell-row: [1311, 1881, 1440, 1896]
registration-marks: [0, 2316, 1500, 2336]
solution-cell: 4: [1340, 1910, 1355, 1925]
solution-cell-row: [1311, 1924, 1440, 1939]
sudoku-cell[interactable]: [1303, 1753, 1326, 1776]
solution-cell: 4: [1340, 1982, 1355, 1996]
main-headline: ତଥାକଥିତ ଆୟୁର୍ବେଦ: [482, 91, 988, 161]
solution-cell: 9: [1326, 1996, 1340, 2011]
grey-bar-marker: [530, 2319, 552, 2333]
solution-cell: 9: [1311, 1881, 1326, 1896]
solution-cell: 9: [1426, 1924, 1441, 1939]
solution-cell-row: [1311, 1967, 1440, 1982]
india-map-icon: [1436, 10, 1486, 54]
columnist-box: [584, 410, 742, 552]
readers-title: ପାଠକ ଶ୍ରେଷ୍ଠ ବିଚାରକ: [1197, 611, 1402, 635]
columnist-photo: [591, 417, 655, 501]
magenta-dot: [723, 2320, 737, 2334]
contact-advt-email[interactable]: E-mail: advt@dharitri.com: [1243, 1319, 1389, 1332]
sudoku-cell[interactable]: [1325, 1686, 1348, 1709]
sudoku-cell-row: [1191, 1731, 1392, 1754]
sudoku-cell[interactable]: 2: [1236, 1619, 1259, 1642]
oil-col-1: ବିଶ୍ୱ ବଜାରରେ ଅଶୋଧିତ ତୈଳ ଦର ଉଲ୍ଲେଖନୀୟ ଭାବେ ହ୍ରାସ ପାଇଛି । ଗତ ଛଅ ମାସ ଭିତରେ ବ୍ୟାରେଲ ପିଛା ଦର ପ୍ରାୟ ଅଧା ହୋଇଯାଇଛି । କିନ୍ତୁ ଏହି ହ୍ରାସର ପୂରା ଲାଭ ସାଧାରଣ ଉପଭୋକ୍ତାଙ୍କ ପାଖରେ ପହଞ୍ଚୁନାହିଁ । କେନ୍ଦ୍ର ସରକାର ଉତ୍ପାଦ ଶୁଳ୍କ ବଢ଼ାଇ ଅଧିକାଂଶ ଲାଭ ନିଜ କୋଷାଗାରକୁ ନେଉଛନ୍ତି । ରାଜ୍ୟ ସରକାରମାନେ ମଧ୍ୟ ବିକ୍ରି କର ହ୍ରାସ କରୁନାହାନ୍ତି । ଫଳରେ ପେଟ୍ରୋଲ ଓ ଡିଜେଲର ଖୁଚୁରା ଦର ଆଶାନୁରୂପ କମୁନାହିଁ । ପରିବହନ ଖର୍ଚ୍ଚ କମିଲେ ଦ୍ରବ୍ୟମୂଲ୍ୟ ନିୟନ୍ତ୍ରଣରେ ରହନ୍ତା, କିନ୍ତୁ ତାହା ହେଉନାହିଁ । ସରକାର କହୁଛନ୍ତି ରାଜସ୍ୱ ଘାଟି ପୂରଣ ପାଇଁ ଶୁଳ୍କ ବୃଦ୍ଧି ଆବଶ୍ୟକ । କିନ୍ତୁ ସାଧାରଣ ଲୋକଙ୍କ ଆର୍ଥିକ ଭାର ଲାଘବ କରିବା ମଧ୍ୟ ସରକାରଙ୍କ ଦାୟିତ୍ୱ । ରନ୍ଧନ ଗ୍ୟାସ ଓ କିରୋସିନର ଦର ମଧ୍ୟ ସେହି ଅନୁପାତରେ କମାଯିବା ଉଚିତ । ତୈଳ କମ୍ପାନୀଗୁଡ଼ିକ ରେକର୍ଡ ଲାଭ କରୁଥିବାବେଳେ ଉପଭୋକ୍ତା ବଞ୍ଚିତ ହେଉଛନ୍ତି ।: [12, 1060, 346, 1273]
sudoku-cell[interactable]: 3: [1191, 1664, 1214, 1687]
solution-cell: 4: [1426, 1881, 1441, 1896]
solution-cell: 6: [1412, 1939, 1426, 1953]
